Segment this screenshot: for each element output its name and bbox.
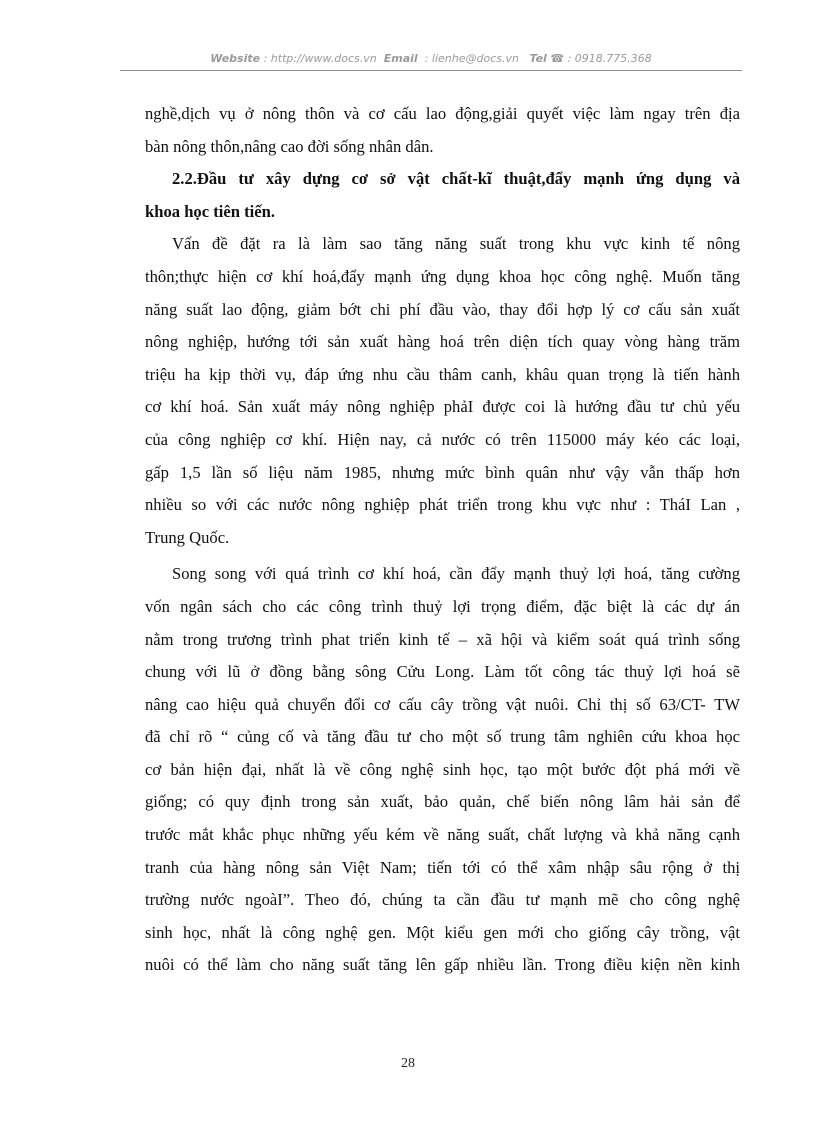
text-line: gấp 1,5 lần số liệu năm 1985, nhưng mức bình quân như vậy vẫn thấp hơn	[145, 462, 740, 482]
page-number: 28	[401, 1056, 415, 1071]
text-line: nhiều so với các nước nông nghiệp phát triển trong khu vực như : TháI Lan ,	[145, 495, 740, 515]
paragraph-irrigation	[145, 558, 740, 982]
email-value: : lienhe@docs.vn	[424, 52, 519, 65]
document-body	[145, 98, 740, 982]
text-line: trước mắt khắc phục những yếu kém về năng suất, chất lượng và khả năng cạnh	[145, 825, 740, 845]
text-line: của công nghiệp cơ khí. Hiện nay, cả nước có trên 115000 máy kéo các loại,	[145, 429, 740, 449]
page-header	[120, 52, 742, 65]
paragraph-continuation	[145, 98, 740, 163]
paragraph-mechanization	[145, 228, 740, 554]
website-label: Website	[210, 52, 261, 65]
text-line: trường nước ngoàI”. Theo đó, chúng ta cần đầu tư mạnh mẽ cho công nghệ	[145, 890, 740, 910]
text-line: đã chỉ rõ “ củng cố và tăng đầu tư cho một số trung tâm nghiên cứu khoa học	[145, 727, 740, 747]
text-line: Vấn đề đặt ra là làm sao tăng năng suất trong khu vực kinh tế nông	[172, 234, 740, 254]
header-divider	[120, 70, 742, 71]
text-line: tranh của hàng nông sản Việt Nam; tiến tới có thể xâm nhập sâu rộng ở thị	[145, 857, 740, 877]
text-line: nuôi có thể làm cho năng suất tăng lên gấp nhiều lần. Trong điều kiện nền kinh	[145, 955, 740, 975]
text-line: nghề,dịch vụ ở nông thôn và cơ cấu lao động,giải quyết việc làm ngay trên địa	[145, 104, 740, 123]
website-value: : http://www.docs.vn	[263, 52, 377, 65]
text-line: nông nghiệp, hướng tới sản xuất hàng hoá trên diện tích quay vòng hàng trăm	[145, 332, 740, 352]
section-heading	[145, 163, 740, 228]
text-line: Song song với quá trình cơ khí hoá, cần đẩy mạnh thuỷ lợi hoá, tăng cường	[172, 564, 740, 584]
tel-label: Tel	[529, 52, 547, 65]
text-line: vốn ngân sách cho các công trình thuỷ lợi trọng điểm, đặc biệt là các dự án	[145, 596, 740, 616]
text-line: thôn;thực hiện cơ khí hoá,đẩy mạnh ứng dụng khoa học công nghệ. Muốn tăng	[145, 266, 740, 286]
text-line: cơ bản hiện đại, nhất là về công nghệ sinh học, tạo một bước đột phá mới về	[145, 759, 740, 779]
email-label: Email	[383, 52, 418, 65]
text-line: nâng cao hiệu quả chuyển đổi cơ cấu cây trồng vật nuôi. Chỉ thị số 63/CT- TW	[145, 694, 740, 714]
heading-line: 2.2.Đầu tư xây dựng cơ sở vật chất-kĩ thuật,đẩy mạnh ứng dụng và	[172, 169, 740, 189]
text-line: chung với lũ ở đồng bằng sông Cửu Long. Làm tốt công tác thuỷ lợi hoá sẽ	[145, 662, 740, 682]
text-line: sinh học, nhất là công nghệ gen. Một kiểu gen mới cho giống cây trồng, vật	[145, 922, 740, 942]
text-line: Trung Quốc.	[145, 527, 230, 547]
text-line: năng suất lao động, giảm bớt chi phí đầu vào, thay đổi hợp lý cơ cấu sản xuất	[145, 299, 740, 319]
heading-line: khoa học tiên tiến.	[145, 201, 275, 221]
text-line: nằm trong trương trình phat triển kinh tế – xã hội và kiểm soát quá trình sống	[145, 629, 740, 649]
text-line: giống; có quy định trong sản xuất, bảo quản, chế biến nông lâm hải sản để	[145, 792, 740, 812]
tel-value: ☎ : 0918.775.368	[550, 52, 652, 65]
text-line: triệu ha kịp thời vụ, đáp ứng nhu cầu thâm canh, khâu quan trọng là tiến hành	[145, 364, 740, 384]
text-line: cơ khí hoá. Sản xuất máy nông nghiệp phảI được coi là hướng đầu tư chủ yếu	[145, 397, 740, 417]
text-line: bàn nông thôn,nâng cao đời sống nhân dân.	[145, 136, 434, 156]
